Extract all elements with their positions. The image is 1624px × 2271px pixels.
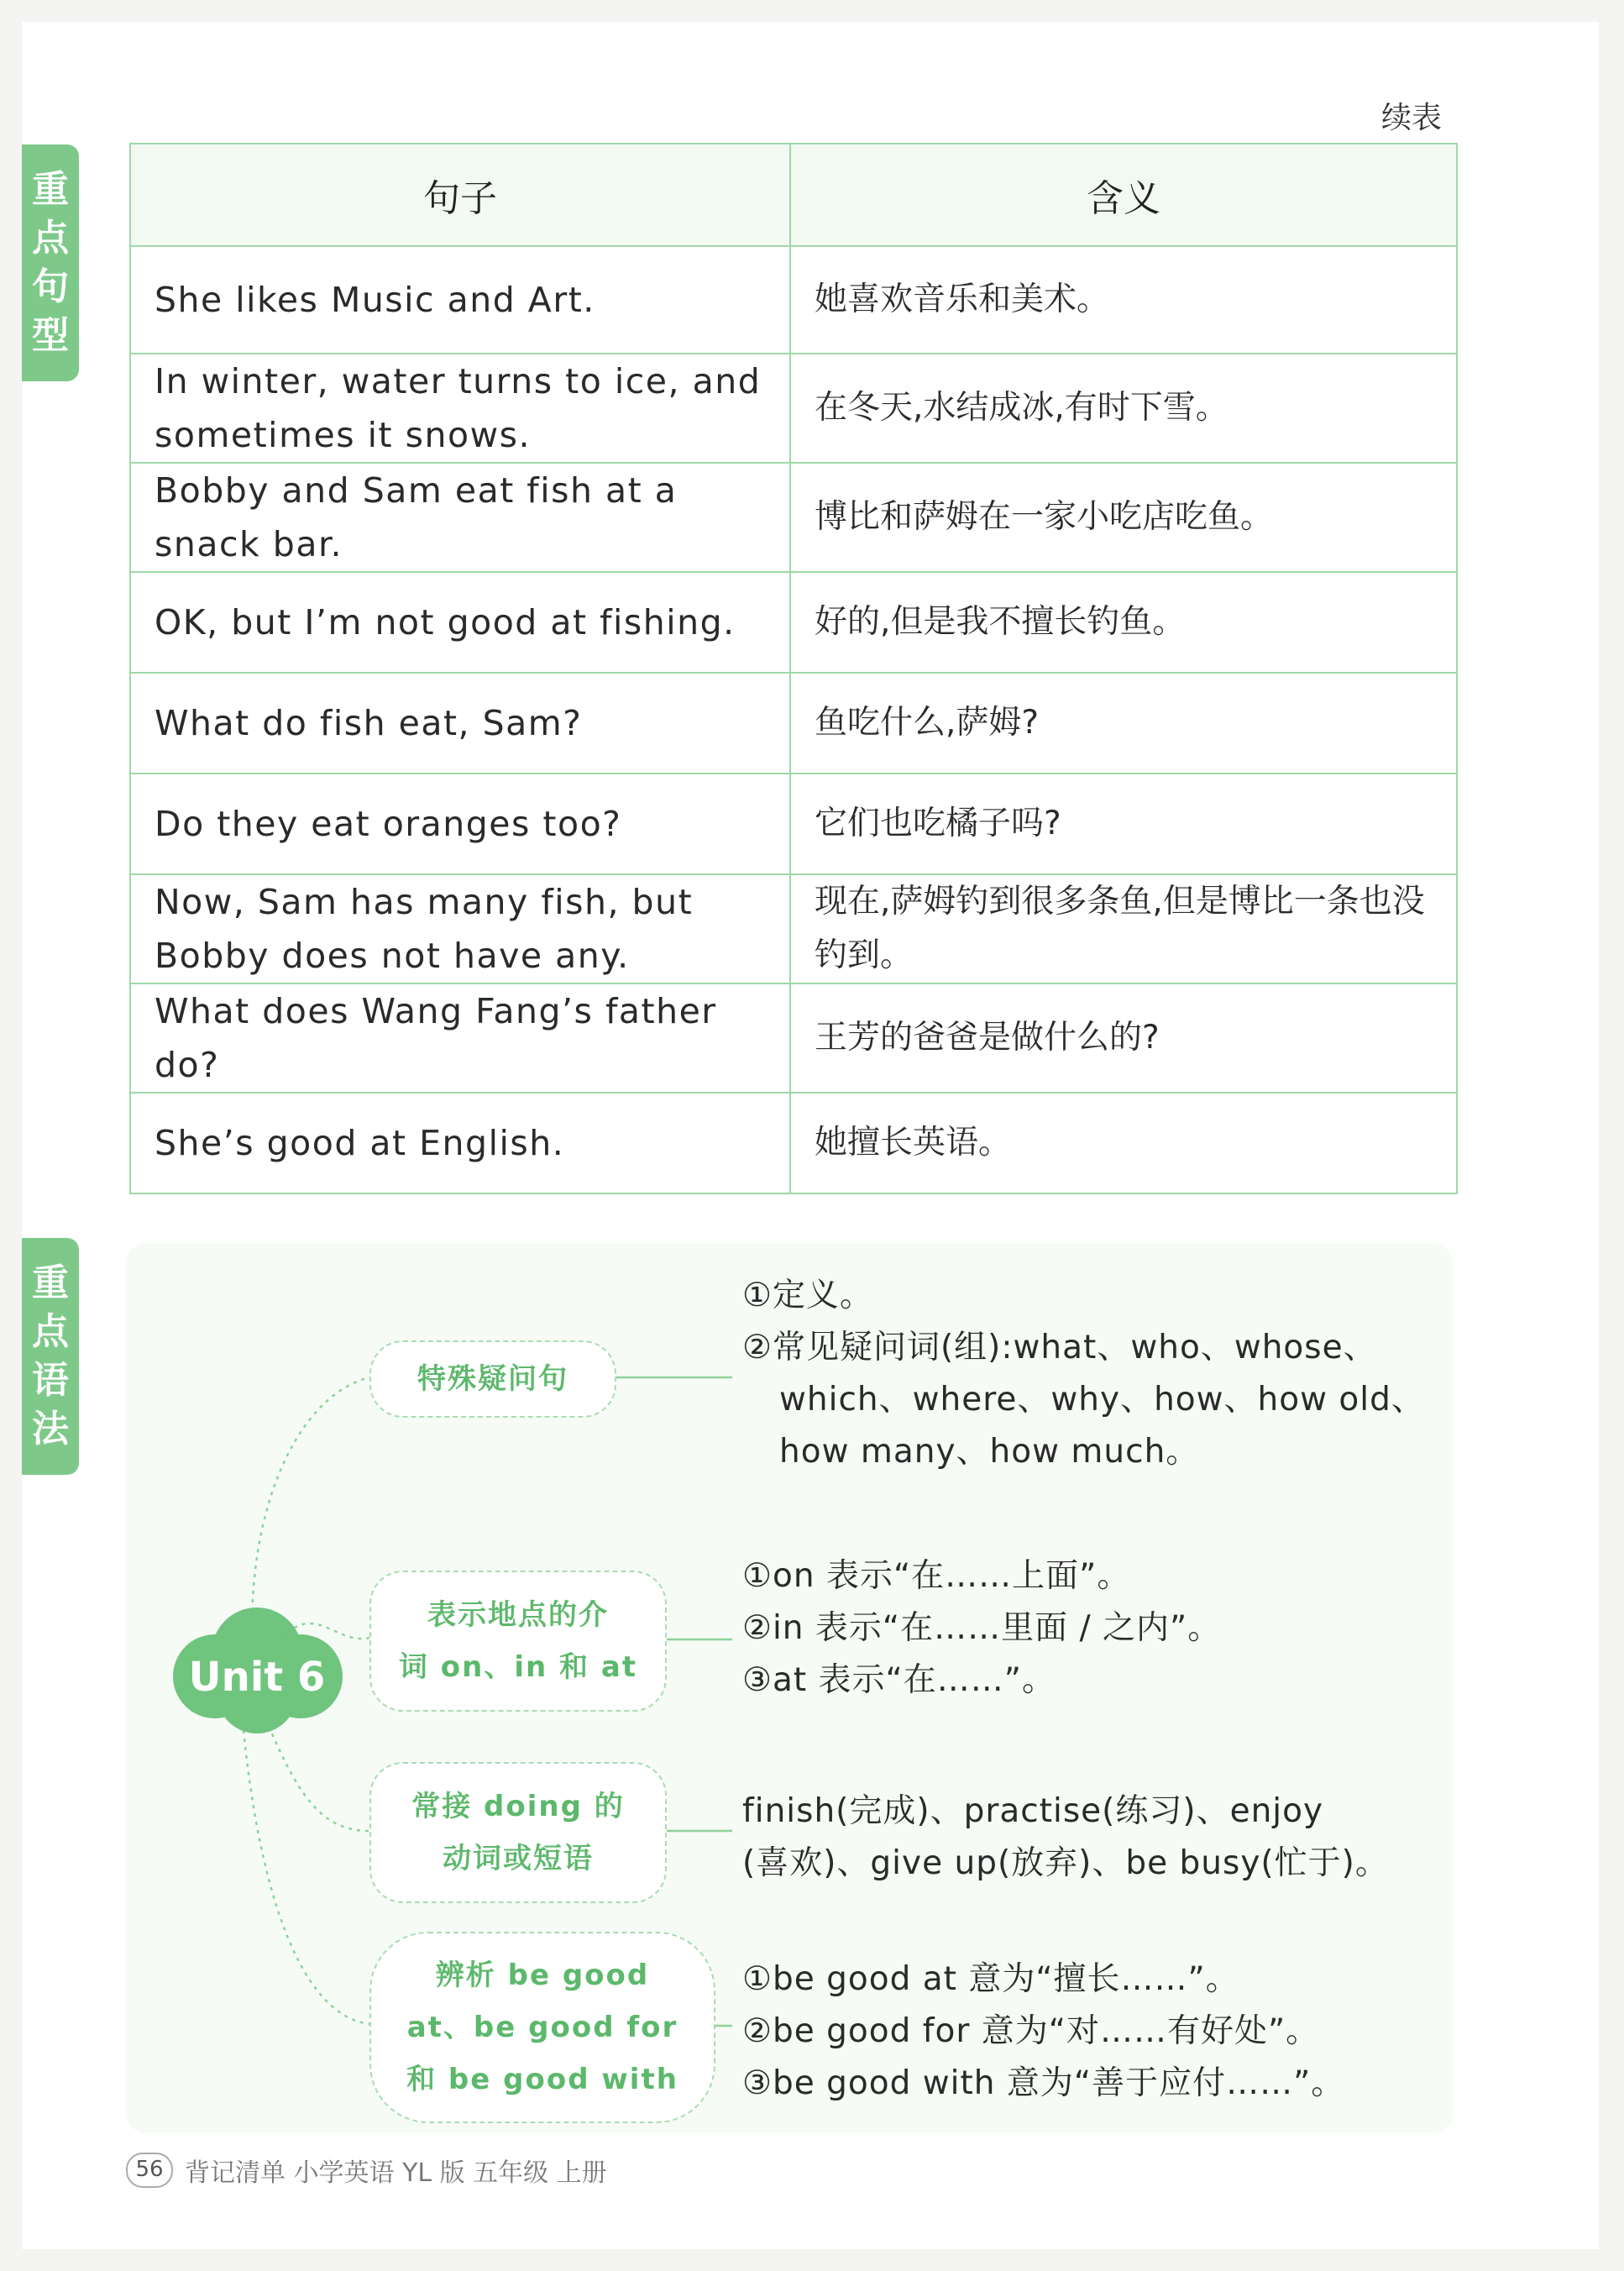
side-tab-char: 点 [32, 217, 69, 260]
desc-line: ①be good at 意为“擅长……”。 [742, 1960, 1239, 1998]
sentence-cell: Now, Sam has many fish, but Bobby does not have any. [130, 874, 790, 983]
sentence-cell: OK, but I’m not good at fishing. [130, 572, 790, 673]
header-meaning: 含义 [790, 144, 1457, 246]
sentence-cell: In winter, water turns to ice, and sometimes it snows. [130, 354, 790, 463]
node-text: 特殊疑问句 [417, 1362, 568, 1396]
sentence-cell: Bobby and Sam eat fish at a snack bar. [130, 463, 790, 572]
continued-label: 续表 [1381, 101, 1443, 135]
page-footer [126, 2152, 607, 2189]
side-tab-char: 型 [32, 314, 69, 357]
sentence-cell: What do fish eat, Sam? [130, 673, 790, 774]
meaning-cell: 现在,萨姆钓到很多条鱼,但是博比一条也没钓到。 [790, 874, 1457, 983]
branch-node-doing-verbs [369, 1762, 667, 1903]
desc-line: ①定义。 [742, 1277, 873, 1314]
sentence-cell: She likes Music and Art. [130, 246, 790, 354]
sentence-cell: Do they eat oranges too? [130, 774, 790, 874]
meaning-cell: 好的,但是我不擅长钓鱼。 [790, 572, 1457, 673]
branch-desc-doing-verbs [742, 1786, 1389, 1890]
meaning-cell: 鱼吃什么,萨姆? [790, 673, 1457, 774]
desc-line: ①on 表示“在……上面”。 [742, 1557, 1131, 1595]
meaning-cell: 她擅长英语。 [790, 1093, 1457, 1193]
desc-line: ②常见疑问词(组):what、who、whose、 [742, 1329, 1377, 1366]
node-text: 辨析 be good [435, 1959, 650, 1992]
branch-node-be-good [369, 1932, 715, 2123]
node-text: 词 on、in 和 at [398, 1650, 638, 1684]
side-tab-char: 句 [32, 265, 69, 308]
desc-line: ②be good for 意为“对……有好处”。 [742, 2012, 1320, 2050]
meaning-cell: 在冬天,水结成冰,有时下雪。 [790, 354, 1457, 463]
branch-desc-special-questions [742, 1270, 1425, 1478]
node-text: at、be good for [406, 2011, 678, 2044]
desc-line: which、where、why、how、how old、 [779, 1381, 1425, 1419]
footer-book-title: 背记清单 小学英语 YL 版 五年级 上册 [185, 2158, 607, 2188]
branch-node-prepositions [369, 1571, 667, 1712]
desc-line: (喜欢)、give up(放弃)、be busy(忙于)。 [742, 1844, 1389, 1882]
desc-line: ③at 表示“在……”。 [742, 1661, 1056, 1699]
branch-desc-be-good [742, 1954, 1344, 2110]
side-tab-char: 重 [32, 168, 69, 211]
side-tab-char: 法 [32, 1408, 69, 1450]
page-number: 56 [126, 2153, 173, 2188]
branch-node-special-questions [369, 1340, 616, 1418]
side-tab-char: 点 [32, 1310, 69, 1353]
desc-line: ③be good with 意为“善于应付……”。 [742, 2064, 1345, 2102]
side-tab-char: 重 [32, 1261, 69, 1304]
meaning-cell: 她喜欢音乐和美术。 [790, 246, 1457, 354]
side-tab-char: 语 [32, 1359, 69, 1402]
desc-line: finish(完成)、practise(练习)、enjoy [742, 1792, 1324, 1830]
node-text: 和 be good with [406, 2063, 678, 2096]
meaning-cell: 王芳的爸爸是做什么的? [790, 983, 1457, 1093]
node-text: 动词或短语 [443, 1842, 594, 1875]
node-text: 常接 doing 的 [411, 1790, 625, 1823]
desc-line: ②in 表示“在……里面 / 之内”。 [742, 1609, 1222, 1647]
meaning-cell: 博比和萨姆在一家小吃店吃鱼。 [790, 463, 1457, 572]
desc-line: how many、how much。 [779, 1433, 1200, 1471]
unit-center-node: Unit 6 [188, 1654, 326, 1701]
sentence-cell: She’s good at English. [130, 1093, 790, 1193]
branch-desc-prepositions [742, 1550, 1221, 1707]
header-sentence: 句子 [130, 144, 790, 246]
meaning-cell: 它们也吃橘子吗? [790, 774, 1457, 874]
sentence-cell: What does Wang Fang’s father do? [130, 983, 790, 1093]
node-text: 表示地点的介 [427, 1598, 609, 1632]
